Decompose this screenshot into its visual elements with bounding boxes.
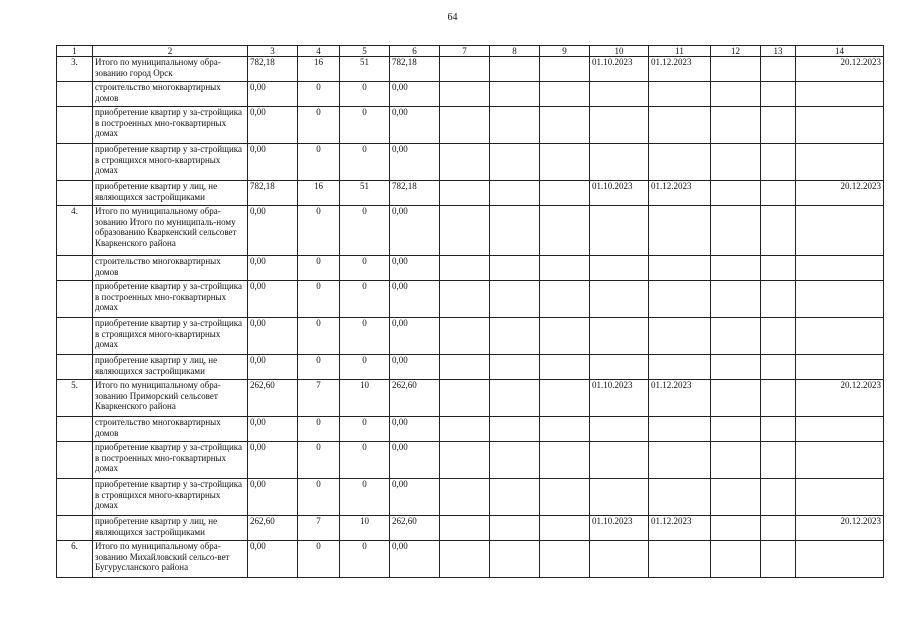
table-cell: 0 [340,144,390,181]
table-cell: 01.12.2023 [649,380,711,417]
header-cell: 1 [57,46,93,57]
table-cell [649,318,711,355]
table-cell: 7 [298,380,340,417]
table-cell [490,144,540,181]
table-cell: приобретение квартир у лиц, не являющихся застройщиками [93,516,248,541]
table-cell [761,516,796,541]
table-cell [490,380,540,417]
table-cell [440,107,490,144]
table-cell: 0,00 [248,82,298,107]
table-cell: приобретение квартир у за-стройщика в построенных мно-гоквартирных домах [93,281,248,318]
table-cell [57,442,93,479]
table-cell [490,541,540,578]
table-cell: 262,60 [248,516,298,541]
table-cell [796,541,884,578]
header-cell: 12 [711,46,761,57]
table-row [57,516,884,541]
table-cell [440,541,490,578]
header-cell: 7 [440,46,490,57]
table-cell: строительство многоквартирных домов [93,82,248,107]
table-cell [711,144,761,181]
table-cell: 01.10.2023 [590,181,649,206]
table-cell: 782,18 [390,181,440,206]
table-cell [590,107,649,144]
table-cell: 0,00 [390,318,440,355]
table-cell [590,355,649,380]
table-cell [490,107,540,144]
table-cell: 20.12.2023 [796,181,884,206]
table-cell: 0,00 [248,442,298,479]
table-cell [796,144,884,181]
table-cell [649,256,711,281]
table-cell [540,318,590,355]
table-cell [57,181,93,206]
table-cell [761,541,796,578]
table-cell [540,281,590,318]
table-cell: 0,00 [390,82,440,107]
table-cell [649,82,711,107]
table-cell [711,355,761,380]
table-row [57,107,884,144]
table-cell: 5. [57,380,93,417]
table-cell: 0,00 [390,541,440,578]
table-cell [540,256,590,281]
table-cell: 10 [340,516,390,541]
table-cell [711,281,761,318]
table-cell [761,82,796,107]
table-cell: 20.12.2023 [796,380,884,417]
table-row [57,57,884,82]
table-cell: 0,00 [248,417,298,442]
table-cell [761,144,796,181]
table-cell: 0 [298,144,340,181]
table-cell [440,380,490,417]
table-cell: 0,00 [390,107,440,144]
table-cell [590,82,649,107]
table-cell [649,281,711,318]
table-row [57,256,884,281]
table-cell: 0 [298,82,340,107]
table-cell [761,355,796,380]
table-cell: 16 [298,57,340,82]
table-cell: строительство многоквартирных домов [93,417,248,442]
header-cell: 14 [796,46,884,57]
table-row [57,479,884,516]
table-cell: 0,00 [248,479,298,516]
table-cell [649,355,711,380]
table-cell [761,256,796,281]
table-cell [540,144,590,181]
table-cell: Итого по муниципальному обра-зованию город Орск [93,57,248,82]
table-row [57,318,884,355]
table-cell: 01.10.2023 [590,380,649,417]
header-cell: 3 [248,46,298,57]
table-cell [761,281,796,318]
table-cell [490,57,540,82]
table-cell: 0,00 [248,281,298,318]
table-cell [440,82,490,107]
table-cell [440,206,490,256]
table-cell: 0 [298,417,340,442]
table-cell: 0 [298,107,340,144]
table-cell: приобретение квартир у лиц, не являющихся застройщиками [93,181,248,206]
table-cell [711,380,761,417]
table-cell: 0 [298,442,340,479]
table-row [57,417,884,442]
table-cell [796,442,884,479]
table-cell [57,281,93,318]
table-cell: 782,18 [248,57,298,82]
table-cell: 0 [340,256,390,281]
table-cell: 0 [340,107,390,144]
table-cell [490,281,540,318]
table-cell [711,107,761,144]
table-cell [440,417,490,442]
table-row [57,355,884,380]
table-cell: 0 [298,281,340,318]
table-cell [649,144,711,181]
table-cell [796,318,884,355]
table-cell: 0 [298,479,340,516]
table-cell [440,256,490,281]
table-cell: 262,60 [390,380,440,417]
table-cell [540,516,590,541]
table-cell [711,516,761,541]
table-cell: 0 [340,479,390,516]
table-cell [649,417,711,442]
table-cell [649,206,711,256]
table-cell [711,256,761,281]
table-cell [57,144,93,181]
table-cell [440,442,490,479]
table-cell [57,82,93,107]
table-cell [711,479,761,516]
header-row [57,46,884,57]
table-cell: 0,00 [248,144,298,181]
table-cell [540,541,590,578]
table-cell [761,417,796,442]
table-cell [761,57,796,82]
table-cell: 0,00 [248,107,298,144]
table-cell: 0,00 [248,206,298,256]
table-cell [649,541,711,578]
table-cell: 0,00 [390,144,440,181]
table-row [57,82,884,107]
table-cell [796,206,884,256]
table-cell [540,57,590,82]
table-row [57,541,884,578]
table-cell [761,107,796,144]
table-cell: 0,00 [390,206,440,256]
table-cell [796,417,884,442]
table-cell [440,181,490,206]
page-number: 64 [447,12,458,23]
table-cell [540,107,590,144]
table-cell [711,206,761,256]
table-cell: 0 [340,318,390,355]
table-cell: 01.12.2023 [649,57,711,82]
table-row [57,281,884,318]
table-cell [57,256,93,281]
table-cell: приобретение квартир у за-стройщика в строящихся много-квартирных домах [93,318,248,355]
table-cell: 0 [340,541,390,578]
table-cell: 0,00 [390,281,440,318]
table-cell: 0 [340,82,390,107]
table-cell: 51 [340,181,390,206]
table-cell: 0 [340,206,390,256]
table-cell [761,442,796,479]
table-cell [490,82,540,107]
table-cell: 0 [298,318,340,355]
header-cell: 10 [590,46,649,57]
table-cell [57,355,93,380]
table-cell [57,417,93,442]
table-cell: 0 [298,541,340,578]
table-cell: 262,60 [390,516,440,541]
table-cell: 0 [340,442,390,479]
header-cell: 8 [490,46,540,57]
table-cell [590,206,649,256]
header-cell: 6 [390,46,440,57]
table-cell: 0,00 [390,355,440,380]
table-cell [590,479,649,516]
table-cell: 16 [298,181,340,206]
table-cell [540,479,590,516]
table-cell: 10 [340,380,390,417]
table-cell [440,57,490,82]
table-cell [761,479,796,516]
table-cell [540,380,590,417]
table-row [57,181,884,206]
table-cell: 20.12.2023 [796,516,884,541]
table-cell [490,318,540,355]
table-cell [490,417,540,442]
table-cell: 0,00 [248,256,298,281]
table-cell: приобретение квартир у за-стройщика в построенных мно-гоквартирных домах [93,107,248,144]
table-cell: приобретение квартир у за-стройщика в строящихся много-квартирных домах [93,479,248,516]
table-cell: 3. [57,57,93,82]
table-cell [711,318,761,355]
table-cell [540,82,590,107]
table-cell: 0 [340,417,390,442]
table-cell: 0,00 [248,318,298,355]
table-cell [540,442,590,479]
table-cell [440,355,490,380]
header-cell: 2 [93,46,248,57]
table-cell: 0,00 [390,256,440,281]
table-cell: 0 [298,256,340,281]
table-cell: 0,00 [248,541,298,578]
table-cell: приобретение квартир у лиц, не являющихся застройщиками [93,355,248,380]
table-row [57,442,884,479]
table-cell: строительство многоквартирных домов [93,256,248,281]
table-cell: 01.10.2023 [590,57,649,82]
table-cell: 4. [57,206,93,256]
table-cell: 0 [298,355,340,380]
table-cell [649,479,711,516]
table-cell [540,181,590,206]
table-cell [540,355,590,380]
table-cell [649,442,711,479]
table-cell [796,355,884,380]
table-cell [440,318,490,355]
table-cell [440,281,490,318]
table-cell [490,206,540,256]
table-cell: 0,00 [390,442,440,479]
table-cell: Итого по муниципальному обра-зованию Итого по муниципаль-ному образованию Кваркенский сельсовет Кваркенского района [93,206,248,256]
table-cell: приобретение квартир у за-стройщика в построенных мно-гоквартирных домах [93,442,248,479]
header-cell: 4 [298,46,340,57]
table-cell [440,479,490,516]
table-cell [590,318,649,355]
table-row [57,206,884,256]
table-cell [761,181,796,206]
header-cell: 9 [540,46,590,57]
table-cell [440,516,490,541]
table-cell: 6. [57,541,93,578]
table-cell [490,479,540,516]
table-cell [796,256,884,281]
table-cell: 782,18 [390,57,440,82]
table-cell [796,82,884,107]
table-cell [590,541,649,578]
table-cell [490,355,540,380]
table-cell [711,417,761,442]
table-cell: Итого по муниципальному обра-зованию Приморский сельсовет Кваркенского района [93,380,248,417]
table-cell [590,256,649,281]
table-cell [796,107,884,144]
table-cell: 0,00 [390,479,440,516]
table-cell [761,380,796,417]
table-cell: 7 [298,516,340,541]
table-cell [57,107,93,144]
table-cell [490,516,540,541]
table-cell [490,442,540,479]
table-cell [490,256,540,281]
table-cell [540,417,590,442]
table-cell: 20.12.2023 [796,57,884,82]
table-cell [761,318,796,355]
table-cell: 01.12.2023 [649,516,711,541]
table-cell [590,417,649,442]
table-cell [590,144,649,181]
table-cell [540,206,590,256]
table-cell [711,82,761,107]
header-cell: 13 [761,46,796,57]
table-cell [649,107,711,144]
table-cell [711,181,761,206]
table-cell: 01.10.2023 [590,516,649,541]
table-cell [711,57,761,82]
table-cell [711,442,761,479]
table-cell [57,318,93,355]
table-cell: 01.12.2023 [649,181,711,206]
table-cell: приобретение квартир у за-стройщика в строящихся много-квартирных домах [93,144,248,181]
table-cell [57,516,93,541]
table-cell [57,479,93,516]
table-cell [796,281,884,318]
table-cell [490,181,540,206]
table-cell [796,479,884,516]
table-cell: 0 [298,206,340,256]
header-cell: 5 [340,46,390,57]
table-cell [590,442,649,479]
table-cell: 262,60 [248,380,298,417]
data-table [56,45,884,578]
table-row [57,144,884,181]
table-cell: 51 [340,57,390,82]
table-cell: 0 [340,281,390,318]
table-row [57,380,884,417]
table-cell: 782,18 [248,181,298,206]
table-cell: 0 [340,355,390,380]
table-cell: 0,00 [390,417,440,442]
table-cell [761,206,796,256]
table-cell: Итого по муниципальному обра-зованию Михайловский сельсо-вет Бугурусланского района [93,541,248,578]
table-cell [440,144,490,181]
table-cell [590,281,649,318]
table-cell: 0,00 [248,355,298,380]
header-cell: 11 [649,46,711,57]
table-cell [711,541,761,578]
